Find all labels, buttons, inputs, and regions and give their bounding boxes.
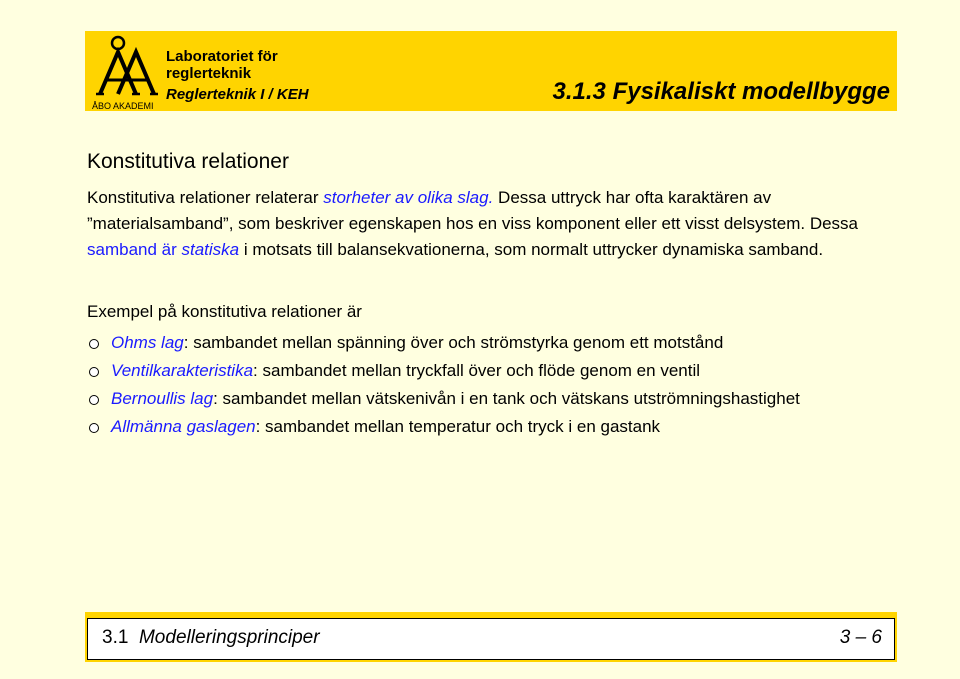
bullet-icon — [89, 339, 99, 349]
bullet-text: : sambandet mellan spänning över och strömstyrka genom ett motstånd — [183, 333, 724, 352]
bullet-term: Ventilkarakteristika — [111, 361, 254, 380]
examples-list — [87, 330, 887, 442]
p1-b: storheter av olika slag. — [323, 188, 494, 207]
page-number: 3 – 6 — [839, 627, 882, 648]
lab-title-line1: Laboratoriet för — [166, 48, 278, 65]
footer-title-text: Modelleringsprinciper — [138, 627, 320, 648]
course-label: Reglerteknik I / KEH — [166, 86, 309, 103]
lab-title-line2: reglerteknik — [166, 65, 252, 82]
p1-e: statiska — [181, 240, 240, 259]
bullet-text: : sambandet mellan tryckfall över och flöde genom en ventil — [253, 361, 701, 380]
bullet-text: : sambandet mellan temperatur och tryck i en gastank — [255, 417, 661, 436]
lab-title — [166, 48, 278, 82]
bullet-text: : sambandet mellan vätskenivån i en tank och vätskans utströmningshastighet — [213, 389, 800, 408]
bullet-icon — [89, 423, 99, 433]
bullet-term: Ohms lag — [111, 333, 184, 352]
list-item — [87, 330, 887, 356]
footer-num: 3.1 — [102, 627, 129, 648]
footer-title — [102, 627, 320, 649]
bullet-icon — [89, 395, 99, 405]
p1-c: Dessa uttryck har ofta karaktären av ”materialsamband”, som beskriver egenskapen hos en viss komponent eller ett visst delsystem. Dessa — [87, 188, 859, 233]
list-item — [87, 358, 887, 384]
p1-f: i motsats till balansekvationerna, som normalt uttrycker dynamiska samband. — [239, 240, 824, 259]
bullet-term: Bernoullis lag — [111, 389, 214, 408]
p1-d: samband är — [87, 240, 182, 259]
p1-a: Konstitutiva relationer relaterar — [87, 188, 324, 207]
logo-text: ÅBO AKADEMI — [92, 101, 154, 111]
bullet-icon — [89, 367, 99, 377]
section-title: 3.1.3 Fysikaliskt modellbygge — [552, 78, 890, 105]
page-heading: Konstitutiva relationer — [87, 150, 289, 173]
examples-intro: Exempel på konstitutiva relationer är — [87, 302, 362, 321]
list-item — [87, 386, 887, 412]
intro-paragraph — [87, 185, 887, 263]
bullet-term: Allmänna gaslagen — [111, 417, 256, 436]
abo-akademi-logo — [90, 34, 158, 112]
list-item — [87, 414, 887, 440]
